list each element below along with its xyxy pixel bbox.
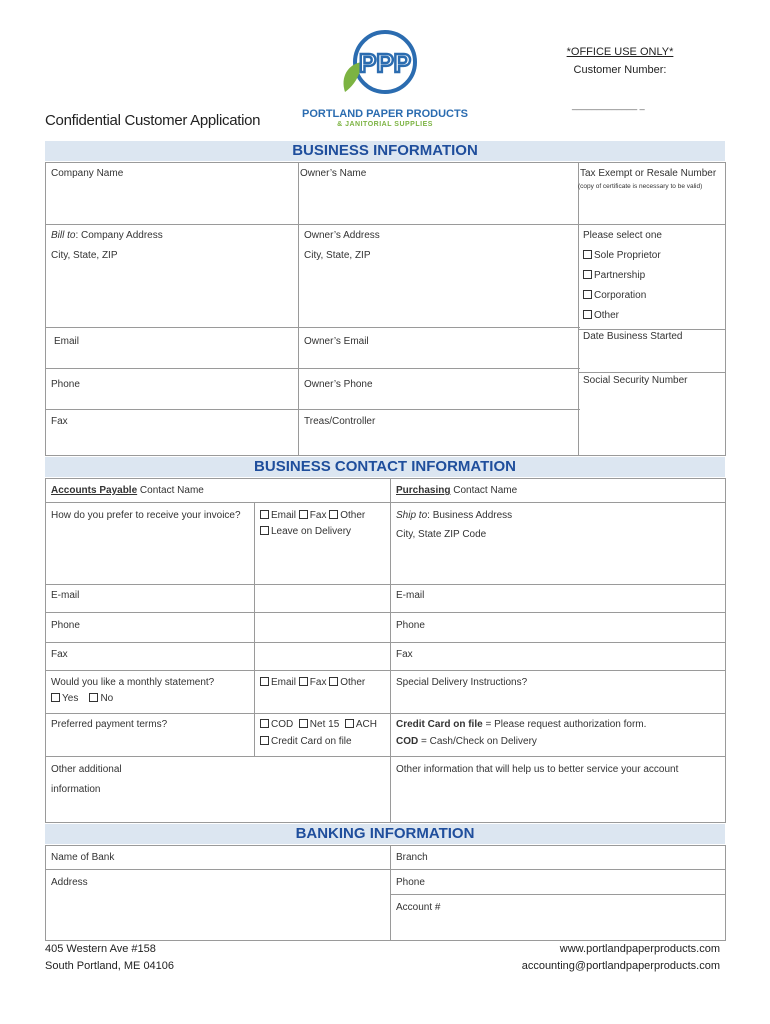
treas-label: Treas/Controller [304, 416, 376, 427]
branch-label: Branch [396, 852, 428, 863]
checkbox-icon[interactable] [299, 677, 308, 686]
checkbox-icon[interactable] [583, 290, 592, 299]
tax-exempt-label: Tax Exempt or Resale Number [580, 168, 717, 179]
footer-email[interactable]: accounting@portlandpaperproducts.com [521, 960, 720, 972]
checkbox-icon[interactable] [260, 677, 269, 686]
logo-name: PORTLAND PAPER PRODUCTS [301, 108, 469, 120]
ap-contact-label: Accounts Payable Contact Name [51, 485, 204, 496]
footer-address-line1: 405 Western Ave #158 [45, 943, 156, 955]
checkbox-icon[interactable] [51, 693, 60, 702]
invoice-preference-label: How do you prefer to receive your invoice? [51, 510, 241, 521]
bill-to-label: Bill to: Company Address [51, 230, 163, 241]
banking-section-header: BANKING INFORMATION [45, 824, 725, 844]
special-delivery-label: Special Delivery Instructions? [396, 677, 528, 688]
payment-options[interactable]: COD Net 15 ACH [260, 719, 377, 731]
checkbox-icon[interactable] [299, 510, 308, 519]
ssn-label: Social Security Number [583, 375, 688, 386]
footer-website[interactable]: www.portlandpaperproducts.com [559, 943, 720, 955]
cod-note: COD = Cash/Check on Delivery [396, 736, 537, 747]
customer-number-label: Customer Number: [573, 64, 667, 76]
option-partnership[interactable]: Partnership [583, 270, 645, 282]
option-sole-proprietor[interactable]: Sole Proprietor [583, 250, 661, 262]
logo-tagline: & JANITORIAL SUPPLIES [337, 121, 433, 128]
invoice-options[interactable]: Email Fax Other [260, 510, 365, 522]
purchasing-contact-label: Purchasing Contact Name [396, 485, 518, 496]
banking-table [45, 845, 726, 941]
checkbox-icon[interactable] [260, 526, 269, 535]
date-started-label: Date Business Started [583, 331, 683, 342]
email-label: Email [54, 336, 80, 347]
footer-address-line2: South Portland, ME 04106 [45, 960, 175, 972]
option-corporation[interactable]: Corporation [583, 290, 646, 302]
business-table [45, 162, 726, 456]
payment-terms-label: Preferred payment terms? [51, 719, 168, 730]
ap-email-label: E-mail [51, 590, 80, 601]
checkbox-icon[interactable] [260, 510, 269, 519]
office-use-label: *OFFICE USE ONLY* [566, 46, 674, 58]
owners-address-label: Owner’s Address [304, 230, 380, 241]
other-additional-label: Other additional [51, 764, 122, 775]
business-section-header: BUSINESS INFORMATION [45, 141, 725, 161]
fax-label: Fax [51, 416, 68, 427]
monthly-statement-label: Would you like a monthly statement? [51, 677, 215, 688]
payment-cc-option[interactable]: Credit Card on file [260, 736, 352, 748]
contact-section-header: BUSINESS CONTACT INFORMATION [45, 457, 725, 477]
bank-name-label: Name of Bank [51, 852, 115, 863]
checkbox-icon[interactable] [345, 719, 354, 728]
ap-fax-label: Fax [51, 649, 68, 660]
other-info-label: Other information that will help us to better service your account [396, 764, 679, 775]
cc-note: Credit Card on file = Please request authorization form. [396, 719, 647, 730]
checkbox-icon[interactable] [583, 310, 592, 319]
ship-to-label: Ship to: Business Address [396, 510, 513, 521]
bill-to-city-label: City, State, ZIP [51, 250, 118, 261]
checkbox-icon[interactable] [583, 250, 592, 259]
ship-city-label: City, State ZIP Code [396, 529, 487, 540]
statement-options[interactable]: Email Fax Other [260, 677, 365, 689]
logo-letters: PPP [358, 48, 412, 78]
owners-phone-label: Owner’s Phone [304, 379, 373, 390]
checkbox-icon[interactable] [329, 677, 338, 686]
option-other[interactable]: Other [583, 310, 619, 322]
bank-address-label: Address [51, 877, 88, 888]
page-title: Confidential Customer Application [45, 112, 261, 129]
checkbox-icon[interactable] [260, 736, 269, 745]
checkbox-icon[interactable] [260, 719, 269, 728]
purch-fax-label: Fax [396, 649, 413, 660]
purch-phone-label: Phone [396, 620, 425, 631]
information-label: information [51, 784, 101, 795]
ap-phone-label: Phone [51, 620, 80, 631]
checkbox-icon[interactable] [89, 693, 98, 702]
owners-name-label: Owner’s Name [300, 168, 367, 179]
owners-city-label: City, State, ZIP [304, 250, 371, 261]
checkbox-icon[interactable] [329, 510, 338, 519]
company-name-label: Company Name [51, 168, 124, 179]
entity-type-label: Please select one [583, 230, 662, 241]
phone-label: Phone [51, 379, 80, 390]
tax-exempt-note: (copy of certificate is necessary to be valid) [578, 183, 703, 190]
purch-email-label: E-mail [396, 590, 425, 601]
checkbox-icon[interactable] [299, 719, 308, 728]
owners-email-label: Owner’s Email [304, 336, 369, 347]
bank-phone-label: Phone [396, 877, 425, 888]
account-number-label: Account # [396, 902, 441, 913]
checkbox-icon[interactable] [583, 270, 592, 279]
invoice-leave-option[interactable]: Leave on Delivery [260, 526, 351, 538]
customer-number-field[interactable]: _____________ _ [572, 100, 645, 110]
monthly-yes-no[interactable]: Yes No [51, 693, 113, 705]
